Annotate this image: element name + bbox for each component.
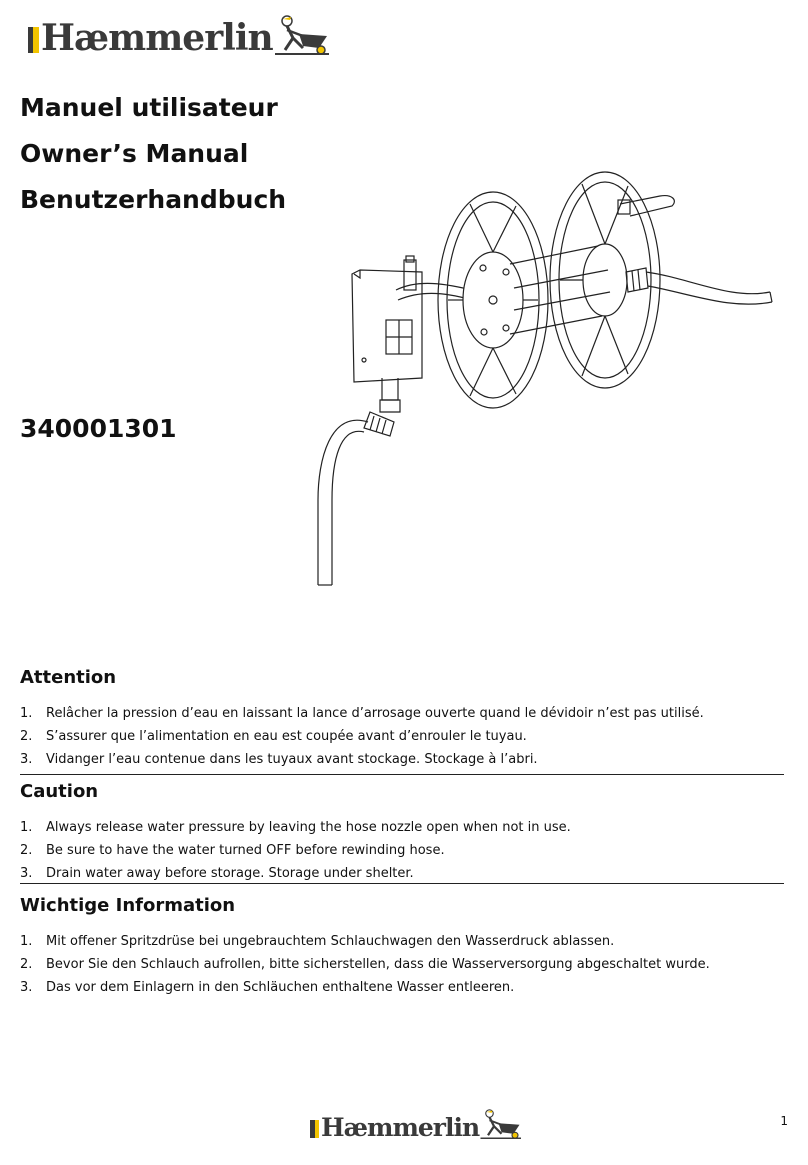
gardener-wheelbarrow-icon [479, 1108, 521, 1140]
list-item: 2. S’assurer que l’alimentation en eau est coupée avant d’enrouler le tuyau. [20, 729, 527, 744]
instruction-list [20, 702, 784, 771]
page-number: 1 [780, 1114, 788, 1128]
gardener-wheelbarrow-icon [273, 14, 329, 56]
brand-name: Hæmmerlin [41, 17, 273, 59]
list-item: 3. Drain water away before storage. Storage under shelter. [20, 866, 414, 881]
section-wichtige-information [20, 895, 784, 999]
list-item: 3. Vidanger l’eau contenue dans les tuyaux avant stockage. Stockage à l’abri. [20, 752, 538, 767]
instruction-list [20, 930, 784, 999]
list-item: 2. Bevor Sie den Schlauch aufrollen, bitte sicherstellen, dass die Wasserversorgung abgeschaltet wurde. [20, 957, 710, 972]
section-heading: Caution [20, 781, 99, 802]
list-item: 1. Always release water pressure by leaving the hose nozzle open when not in use. [20, 820, 571, 835]
section-heading: Wichtige Information [20, 895, 236, 916]
title-french: Manuel utilisateur [20, 93, 278, 122]
title-german: Benutzerhandbuch [20, 185, 287, 214]
section-attention [20, 667, 784, 771]
hose-reel-drawing-icon [300, 160, 780, 590]
list-item: 2. Be sure to have the water turned OFF before rewinding hose. [20, 843, 445, 858]
title-english: Owner’s Manual [20, 139, 249, 168]
instruction-list [20, 816, 784, 885]
footer-logo [310, 1108, 521, 1140]
logo-mark-icon [310, 1120, 319, 1138]
brand-logo [28, 14, 329, 59]
divider [20, 774, 784, 775]
divider [20, 883, 784, 884]
section-caution [20, 781, 784, 885]
model-number: 340001301 [20, 414, 177, 443]
list-item: 3. Das vor dem Einlagern in den Schläuchen enthaltene Wasser entleeren. [20, 980, 515, 995]
list-item: 1. Relâcher la pression d’eau en laissant la lance d’arrosage ouverte quand le dévidoir n’est pas utilisé. [20, 706, 704, 721]
logo-mark-icon [28, 27, 39, 53]
brand-name: Hæmmerlin [321, 1113, 480, 1142]
list-item: 1. Mit offener Spritzdrüse bei ungebrauchtem Schlauchwagen den Wasserdruck ablassen. [20, 934, 615, 949]
section-heading: Attention [20, 667, 117, 688]
